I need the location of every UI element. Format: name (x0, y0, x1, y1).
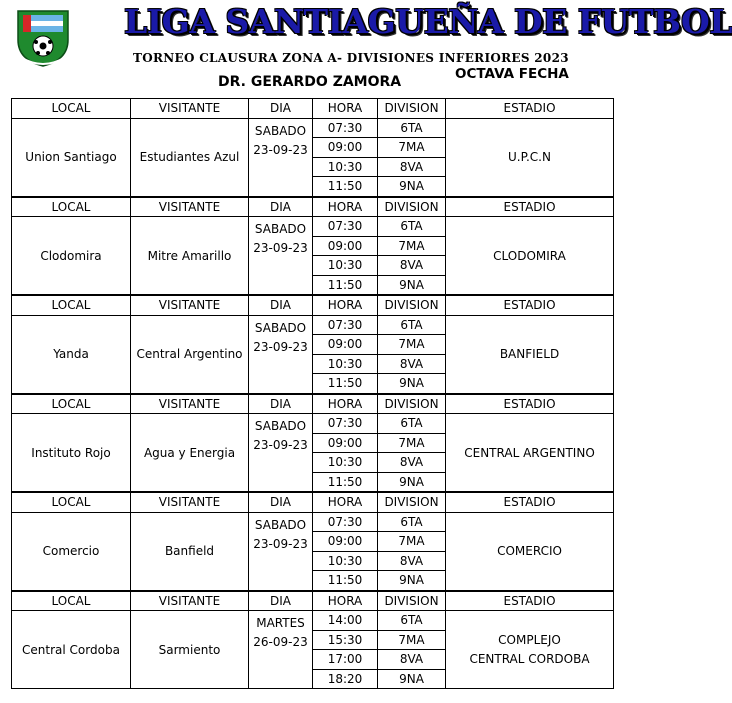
division: 7MA (378, 236, 446, 256)
division: 7MA (378, 433, 446, 453)
kickoff-time: 09:00 (313, 138, 378, 158)
kickoff-time: 07:30 (313, 217, 378, 237)
column-header: ESTADIO (446, 492, 614, 512)
division: 6TA (378, 611, 446, 631)
local-team: Comercio (12, 512, 131, 591)
round-label: OCTAVA FECHA (455, 66, 569, 82)
visiting-team: Agua y Energia (131, 414, 249, 493)
column-header: LOCAL (12, 394, 131, 414)
column-header: LOCAL (12, 591, 131, 611)
match-row (12, 118, 614, 138)
column-header: DIVISION (378, 295, 446, 315)
match-row (12, 611, 614, 631)
match-date: 23-09-23 (253, 339, 308, 354)
weekday: SABADO (254, 222, 307, 236)
kickoff-time: 11:50 (313, 472, 378, 492)
stadium (446, 414, 614, 493)
local-team: Clodomira (12, 217, 131, 296)
division: 6TA (378, 315, 446, 335)
column-header: HORA (313, 99, 378, 119)
kickoff-time: 07:30 (313, 512, 378, 532)
division: 8VA (378, 256, 446, 276)
kickoff-time: 10:30 (313, 256, 378, 276)
column-header: DIVISION (378, 591, 446, 611)
visiting-team: Banfield (131, 512, 249, 591)
division: 8VA (378, 157, 446, 177)
kickoff-time: 10:30 (313, 157, 378, 177)
division: 9NA (378, 571, 446, 591)
match-row (12, 217, 614, 237)
column-header: LOCAL (12, 99, 131, 119)
stadium-name-line: COMERCIO (497, 544, 562, 558)
kickoff-time: 07:30 (313, 414, 378, 434)
column-header: DIVISION (378, 394, 446, 414)
column-header: DIVISION (378, 197, 446, 217)
kickoff-time: 11:50 (313, 374, 378, 394)
column-header: DIA (249, 394, 313, 414)
match-day (249, 414, 313, 493)
match-date: 23-09-23 (253, 142, 308, 157)
column-header: DIA (249, 591, 313, 611)
column-header: LOCAL (12, 197, 131, 217)
weekday: SABADO (254, 517, 307, 532)
kickoff-time: 09:00 (313, 532, 378, 552)
kickoff-time: 10:30 (313, 354, 378, 374)
stadium-name-line: BANFIELD (499, 347, 560, 361)
match-day (249, 611, 313, 689)
column-header: HORA (313, 197, 378, 217)
local-team: Yanda (12, 315, 131, 394)
kickoff-time: 11:50 (313, 571, 378, 591)
column-header: HORA (313, 591, 378, 611)
league-logo (14, 8, 72, 68)
kickoff-time: 09:00 (313, 433, 378, 453)
stadium-name-line: CENTRAL CORDOBA (469, 651, 590, 666)
local-team: Central Cordoba (12, 611, 131, 689)
column-header: DIVISION (378, 99, 446, 119)
match-date: 26-09-23 (253, 635, 308, 649)
fixture-table (11, 98, 614, 689)
match-day (249, 512, 313, 591)
stadium-name-line: COMPLEJO (498, 632, 561, 647)
column-header: HORA (313, 295, 378, 315)
column-header: ESTADIO (446, 197, 614, 217)
division: 8VA (378, 354, 446, 374)
division: 9NA (378, 669, 446, 689)
column-header-row (12, 591, 614, 611)
stadium-name-line: U.P.C.N (508, 150, 551, 164)
column-header: VISITANTE (131, 197, 249, 217)
visiting-team: Sarmiento (131, 611, 249, 689)
column-header-row (12, 99, 614, 119)
division: 9NA (378, 472, 446, 492)
column-header: VISITANTE (131, 99, 249, 119)
weekday: SABADO (254, 419, 307, 433)
stadium (446, 512, 614, 591)
weekday: MARTES (256, 616, 305, 630)
division: 7MA (378, 138, 446, 158)
match-date: 23-09-23 (253, 241, 308, 255)
tournament-dedication: DR. GERARDO ZAMORA (218, 74, 402, 90)
kickoff-time: 10:30 (313, 551, 378, 571)
division: 8VA (378, 453, 446, 473)
match-day (249, 118, 313, 197)
visiting-team: Estudiantes Azul (131, 118, 249, 197)
column-header: DIA (249, 99, 313, 119)
division: 6TA (378, 414, 446, 434)
tournament-subtitle: TORNEO CLAUSURA ZONA A- DIVISIONES INFERIORES 2023 (133, 51, 569, 65)
column-header: LOCAL (12, 295, 131, 315)
match-day (249, 315, 313, 394)
local-team: Union Santiago (12, 118, 131, 197)
column-header: VISITANTE (131, 295, 249, 315)
kickoff-time: 10:30 (313, 453, 378, 473)
stadium (446, 217, 614, 296)
column-header: ESTADIO (446, 591, 614, 611)
kickoff-time: 15:30 (313, 630, 378, 650)
kickoff-time: 09:00 (313, 335, 378, 355)
column-header: ESTADIO (446, 295, 614, 315)
division: 9NA (378, 275, 446, 295)
kickoff-time: 11:50 (313, 275, 378, 295)
kickoff-time: 07:30 (313, 315, 378, 335)
division: 6TA (378, 512, 446, 532)
division: 8VA (378, 650, 446, 670)
stadium (446, 611, 614, 689)
stadium (446, 315, 614, 394)
column-header: ESTADIO (446, 394, 614, 414)
match-day (249, 217, 313, 296)
division: 7MA (378, 335, 446, 355)
column-header: HORA (313, 492, 378, 512)
kickoff-time: 17:00 (313, 650, 378, 670)
column-header: DIVISION (378, 492, 446, 512)
weekday: SABADO (254, 123, 307, 138)
kickoff-time: 09:00 (313, 236, 378, 256)
kickoff-time: 07:30 (313, 118, 378, 138)
division: 6TA (378, 217, 446, 237)
kickoff-time: 14:00 (313, 611, 378, 631)
column-header: HORA (313, 394, 378, 414)
column-header: DIA (249, 197, 313, 217)
column-header-row (12, 295, 614, 315)
kickoff-time: 18:20 (313, 669, 378, 689)
division: 7MA (378, 630, 446, 650)
division: 9NA (378, 177, 446, 197)
stadium-name-line: CENTRAL ARGENTINO (464, 445, 595, 460)
column-header: ESTADIO (446, 99, 614, 119)
stadium (446, 118, 614, 197)
column-header: LOCAL (12, 492, 131, 512)
kickoff-time: 11:50 (313, 177, 378, 197)
stadium-name-line: CLODOMIRA (493, 248, 566, 263)
column-header-row (12, 492, 614, 512)
column-header: VISITANTE (131, 492, 249, 512)
column-header: DIA (249, 492, 313, 512)
column-header-row (12, 197, 614, 217)
league-title: LIGA SANTIAGUEÑA DE FUTBOL (124, 2, 732, 41)
division: 9NA (378, 374, 446, 394)
match-date: 23-09-23 (253, 438, 308, 452)
match-date: 23-09-23 (253, 536, 308, 551)
local-team: Instituto Rojo (12, 414, 131, 493)
division: 7MA (378, 532, 446, 552)
weekday: SABADO (254, 320, 307, 335)
match-row (12, 414, 614, 434)
column-header: VISITANTE (131, 591, 249, 611)
visiting-team: Central Argentino (131, 315, 249, 394)
column-header-row (12, 394, 614, 414)
division: 8VA (378, 551, 446, 571)
match-row (12, 512, 614, 532)
division: 6TA (378, 118, 446, 138)
visiting-team: Mitre Amarillo (131, 217, 249, 296)
column-header: DIA (249, 295, 313, 315)
column-header: VISITANTE (131, 394, 249, 414)
match-row (12, 315, 614, 335)
